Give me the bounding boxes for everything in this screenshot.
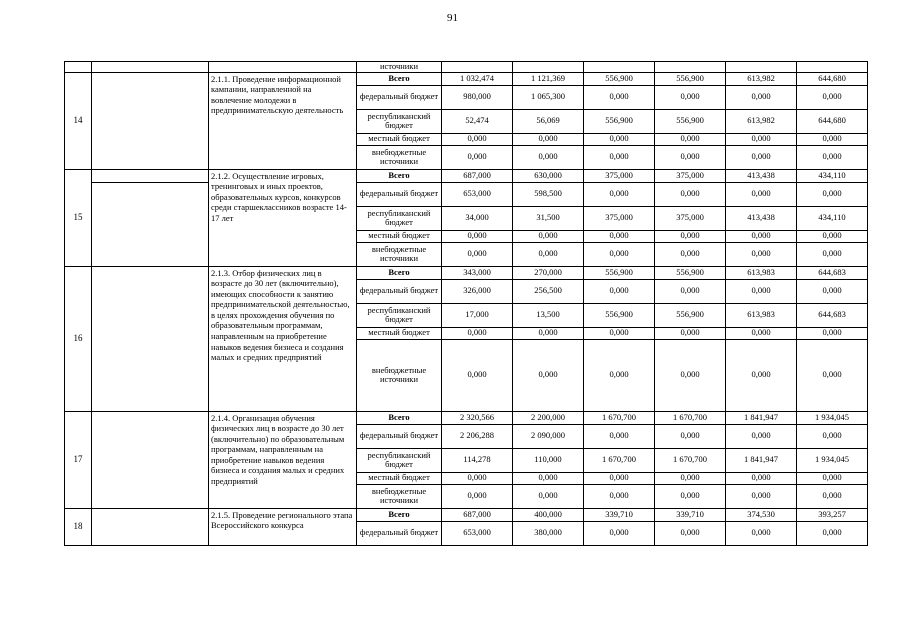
amount-cell: 114,278 bbox=[442, 448, 513, 472]
amount-cell: 0,000 bbox=[726, 424, 797, 448]
row-number: 14 bbox=[65, 72, 92, 169]
amount-cell: 598,500 bbox=[513, 182, 584, 206]
amount-cell: 0,000 bbox=[513, 242, 584, 266]
row-number: 17 bbox=[65, 411, 92, 508]
amount-cell: 1 032,474 bbox=[442, 72, 513, 85]
amount-cell: 56,069 bbox=[513, 109, 584, 133]
funding-source: республиканский бюджет bbox=[357, 109, 442, 133]
amount-cell: 434,110 bbox=[797, 206, 868, 230]
amount-cell: 0,000 bbox=[442, 133, 513, 145]
amount-cell: 0,000 bbox=[655, 145, 726, 169]
amount-cell: 630,000 bbox=[513, 169, 584, 182]
amount-cell: 343,000 bbox=[442, 266, 513, 279]
amount-cell: 2 206,288 bbox=[442, 424, 513, 448]
amount-cell: 0,000 bbox=[584, 85, 655, 109]
amount-cell: 556,900 bbox=[655, 266, 726, 279]
amount-cell: 0,000 bbox=[584, 242, 655, 266]
amount-cell: 0,000 bbox=[797, 521, 868, 545]
activity-description: 2.1.5. Проведение регионального этапа Всероссийского конкурса bbox=[209, 508, 357, 545]
table-row bbox=[65, 169, 868, 182]
amount-cell: 687,000 bbox=[442, 508, 513, 521]
amount-cell: 1 670,700 bbox=[584, 448, 655, 472]
amount-cell: 0,000 bbox=[726, 145, 797, 169]
amount-cell: 556,900 bbox=[584, 266, 655, 279]
funding-source: местный бюджет bbox=[357, 230, 442, 242]
amount-cell: 1 065,300 bbox=[513, 85, 584, 109]
amount-cell: 0,000 bbox=[655, 339, 726, 411]
amount-cell: 0,000 bbox=[797, 339, 868, 411]
amount-cell: 0,000 bbox=[726, 242, 797, 266]
amount-cell: 1 670,700 bbox=[655, 411, 726, 424]
amount-cell: 413,438 bbox=[726, 206, 797, 230]
table-row bbox=[65, 182, 868, 206]
amount-cell: 653,000 bbox=[442, 521, 513, 545]
blank-cell bbox=[92, 182, 209, 266]
amount-cell: 556,900 bbox=[584, 303, 655, 327]
amount-cell: 17,000 bbox=[442, 303, 513, 327]
amount-cell: 0,000 bbox=[797, 279, 868, 303]
amount-cell: 0,000 bbox=[655, 85, 726, 109]
amount-cell: 375,000 bbox=[584, 169, 655, 182]
amount-cell: 644,680 bbox=[797, 72, 868, 85]
amount-cell: 0,000 bbox=[726, 339, 797, 411]
amount-cell: 1 670,700 bbox=[655, 448, 726, 472]
amount-cell: 0,000 bbox=[726, 230, 797, 242]
amount-cell: 0,000 bbox=[584, 145, 655, 169]
blank-cell bbox=[92, 169, 209, 182]
amount-cell: 0,000 bbox=[442, 242, 513, 266]
amount-cell: 1 670,700 bbox=[584, 411, 655, 424]
funding-source: местный бюджет bbox=[357, 327, 442, 339]
table-row bbox=[65, 411, 868, 424]
amount-cell: 644,680 bbox=[797, 109, 868, 133]
amount-cell: 556,900 bbox=[655, 72, 726, 85]
amount-cell: 2 320,566 bbox=[442, 411, 513, 424]
amount-cell: 556,900 bbox=[655, 109, 726, 133]
header-desc-cell bbox=[209, 62, 357, 73]
amount-cell: 0,000 bbox=[513, 327, 584, 339]
amount-cell: 0,000 bbox=[797, 145, 868, 169]
amount-cell: 0,000 bbox=[655, 327, 726, 339]
amount-cell: 270,000 bbox=[513, 266, 584, 279]
funding-source: внебюджетные источники bbox=[357, 145, 442, 169]
funding-source: местный бюджет bbox=[357, 133, 442, 145]
amount-cell: 339,710 bbox=[584, 508, 655, 521]
row-number: 16 bbox=[65, 266, 92, 411]
header-value-cell bbox=[513, 62, 584, 73]
amount-cell: 0,000 bbox=[797, 85, 868, 109]
amount-cell: 13,500 bbox=[513, 303, 584, 327]
header-source-cell: источники bbox=[357, 62, 442, 73]
amount-cell: 980,000 bbox=[442, 85, 513, 109]
amount-cell: 400,000 bbox=[513, 508, 584, 521]
amount-cell: 0,000 bbox=[655, 472, 726, 484]
amount-cell: 0,000 bbox=[655, 230, 726, 242]
activity-description: 2.1.4. Организация обучения физических лиц в возрасте до 30 лет (включительно) по образовательным программам, направленным на приобретение навыков ведения бизнеса и создания малых и средних предприятий bbox=[209, 411, 357, 508]
amount-cell: 0,000 bbox=[584, 182, 655, 206]
amount-cell: 52,474 bbox=[442, 109, 513, 133]
amount-cell: 374,530 bbox=[726, 508, 797, 521]
activity-description: 2.1.1. Проведение информационной кампании, направленной на вовлечение молодежи в предпринимательскую деятельность bbox=[209, 72, 357, 169]
amount-cell: 0,000 bbox=[655, 182, 726, 206]
amount-cell: 0,000 bbox=[655, 133, 726, 145]
funding-source: внебюджетные источники bbox=[357, 484, 442, 508]
funding-source: Всего bbox=[357, 411, 442, 424]
header-value-cell bbox=[442, 62, 513, 73]
amount-cell: 0,000 bbox=[797, 133, 868, 145]
funding-source: местный бюджет bbox=[357, 472, 442, 484]
amount-cell: 380,000 bbox=[513, 521, 584, 545]
funding-source: республиканский бюджет bbox=[357, 303, 442, 327]
amount-cell: 393,257 bbox=[797, 508, 868, 521]
funding-source: Всего bbox=[357, 169, 442, 182]
amount-cell: 0,000 bbox=[513, 145, 584, 169]
blank-cell bbox=[92, 266, 209, 411]
activity-description: 2.1.2. Осуществление игровых, тренинговых и иных проектов, образовательных курсов, конкурсов среди старшеклассников возрасте 14-17 лет bbox=[209, 169, 357, 266]
amount-cell: 0,000 bbox=[655, 279, 726, 303]
amount-cell: 0,000 bbox=[655, 484, 726, 508]
funding-source: федеральный бюджет bbox=[357, 424, 442, 448]
amount-cell: 0,000 bbox=[442, 339, 513, 411]
funding-source: внебюджетные источники bbox=[357, 339, 442, 411]
amount-cell: 644,683 bbox=[797, 303, 868, 327]
amount-cell: 0,000 bbox=[513, 133, 584, 145]
table-row bbox=[65, 266, 868, 279]
amount-cell: 0,000 bbox=[584, 472, 655, 484]
amount-cell: 0,000 bbox=[797, 230, 868, 242]
amount-cell: 2 090,000 bbox=[513, 424, 584, 448]
amount-cell: 1 841,947 bbox=[726, 411, 797, 424]
amount-cell: 256,500 bbox=[513, 279, 584, 303]
amount-cell: 31,500 bbox=[513, 206, 584, 230]
amount-cell: 1 934,045 bbox=[797, 411, 868, 424]
amount-cell: 687,000 bbox=[442, 169, 513, 182]
amount-cell: 0,000 bbox=[442, 484, 513, 508]
amount-cell: 110,000 bbox=[513, 448, 584, 472]
funding-source: Всего bbox=[357, 266, 442, 279]
amount-cell: 0,000 bbox=[513, 230, 584, 242]
funding-source: Всего bbox=[357, 508, 442, 521]
activity-description: 2.1.3. Отбор физических лиц в возрасте до 30 лет (включительно), имеющих способности к занятию предпринимательской деятельностью, в целях прохождения обучения по образовательным программам, направленным на приобретение навыков ведения бизнеса и создания малых и средних предприятий bbox=[209, 266, 357, 411]
blank-cell bbox=[92, 72, 209, 169]
amount-cell: 613,982 bbox=[726, 72, 797, 85]
amount-cell: 613,983 bbox=[726, 303, 797, 327]
funding-source: федеральный бюджет bbox=[357, 182, 442, 206]
amount-cell: 434,110 bbox=[797, 169, 868, 182]
amount-cell: 1 121,369 bbox=[513, 72, 584, 85]
page-number: 91 bbox=[447, 12, 458, 24]
amount-cell: 556,900 bbox=[584, 72, 655, 85]
amount-cell: 0,000 bbox=[726, 327, 797, 339]
amount-cell: 0,000 bbox=[584, 279, 655, 303]
amount-cell: 0,000 bbox=[584, 230, 655, 242]
amount-cell: 0,000 bbox=[584, 133, 655, 145]
amount-cell: 0,000 bbox=[584, 484, 655, 508]
amount-cell: 0,000 bbox=[726, 472, 797, 484]
amount-cell: 0,000 bbox=[513, 484, 584, 508]
amount-cell: 0,000 bbox=[726, 484, 797, 508]
header-value-cell bbox=[655, 62, 726, 73]
amount-cell: 0,000 bbox=[584, 521, 655, 545]
blank-cell bbox=[92, 508, 209, 545]
amount-cell: 0,000 bbox=[442, 327, 513, 339]
funding-source: республиканский бюджет bbox=[357, 448, 442, 472]
header-blank-cell bbox=[92, 62, 209, 73]
amount-cell: 1 934,045 bbox=[797, 448, 868, 472]
amount-cell: 0,000 bbox=[797, 327, 868, 339]
amount-cell: 0,000 bbox=[655, 242, 726, 266]
amount-cell: 0,000 bbox=[726, 521, 797, 545]
amount-cell: 0,000 bbox=[513, 472, 584, 484]
amount-cell: 0,000 bbox=[584, 339, 655, 411]
row-number: 18 bbox=[65, 508, 92, 545]
amount-cell: 0,000 bbox=[442, 230, 513, 242]
amount-cell: 2 200,000 bbox=[513, 411, 584, 424]
budget-table bbox=[64, 61, 868, 546]
amount-cell: 0,000 bbox=[513, 339, 584, 411]
amount-cell: 0,000 bbox=[726, 85, 797, 109]
header-value-cell bbox=[797, 62, 868, 73]
amount-cell: 375,000 bbox=[655, 206, 726, 230]
amount-cell: 0,000 bbox=[797, 484, 868, 508]
funding-source: Всего bbox=[357, 72, 442, 85]
amount-cell: 0,000 bbox=[655, 424, 726, 448]
amount-cell: 0,000 bbox=[655, 521, 726, 545]
amount-cell: 556,900 bbox=[584, 109, 655, 133]
amount-cell: 0,000 bbox=[726, 182, 797, 206]
header-num-cell bbox=[65, 62, 92, 73]
header-value-cell bbox=[584, 62, 655, 73]
amount-cell: 0,000 bbox=[797, 424, 868, 448]
table-row bbox=[65, 72, 868, 85]
amount-cell: 413,438 bbox=[726, 169, 797, 182]
amount-cell: 0,000 bbox=[442, 145, 513, 169]
funding-source: внебюджетные источники bbox=[357, 242, 442, 266]
funding-source: республиканский бюджет bbox=[357, 206, 442, 230]
header-value-cell bbox=[726, 62, 797, 73]
amount-cell: 0,000 bbox=[442, 472, 513, 484]
amount-cell: 34,000 bbox=[442, 206, 513, 230]
amount-cell: 0,000 bbox=[797, 472, 868, 484]
amount-cell: 0,000 bbox=[797, 182, 868, 206]
amount-cell: 556,900 bbox=[655, 303, 726, 327]
amount-cell: 375,000 bbox=[655, 169, 726, 182]
amount-cell: 326,000 bbox=[442, 279, 513, 303]
blank-cell bbox=[92, 411, 209, 508]
amount-cell: 0,000 bbox=[584, 424, 655, 448]
amount-cell: 644,683 bbox=[797, 266, 868, 279]
funding-source: федеральный бюджет bbox=[357, 279, 442, 303]
amount-cell: 0,000 bbox=[726, 279, 797, 303]
funding-source: федеральный бюджет bbox=[357, 85, 442, 109]
funding-source: федеральный бюджет bbox=[357, 521, 442, 545]
amount-cell: 0,000 bbox=[726, 133, 797, 145]
amount-cell: 0,000 bbox=[584, 327, 655, 339]
amount-cell: 613,982 bbox=[726, 109, 797, 133]
row-number: 15 bbox=[65, 169, 92, 266]
table-row bbox=[65, 508, 868, 521]
amount-cell: 1 841,947 bbox=[726, 448, 797, 472]
amount-cell: 375,000 bbox=[584, 206, 655, 230]
amount-cell: 339,710 bbox=[655, 508, 726, 521]
amount-cell: 0,000 bbox=[797, 242, 868, 266]
amount-cell: 653,000 bbox=[442, 182, 513, 206]
amount-cell: 613,983 bbox=[726, 266, 797, 279]
table-header-row bbox=[65, 62, 868, 73]
